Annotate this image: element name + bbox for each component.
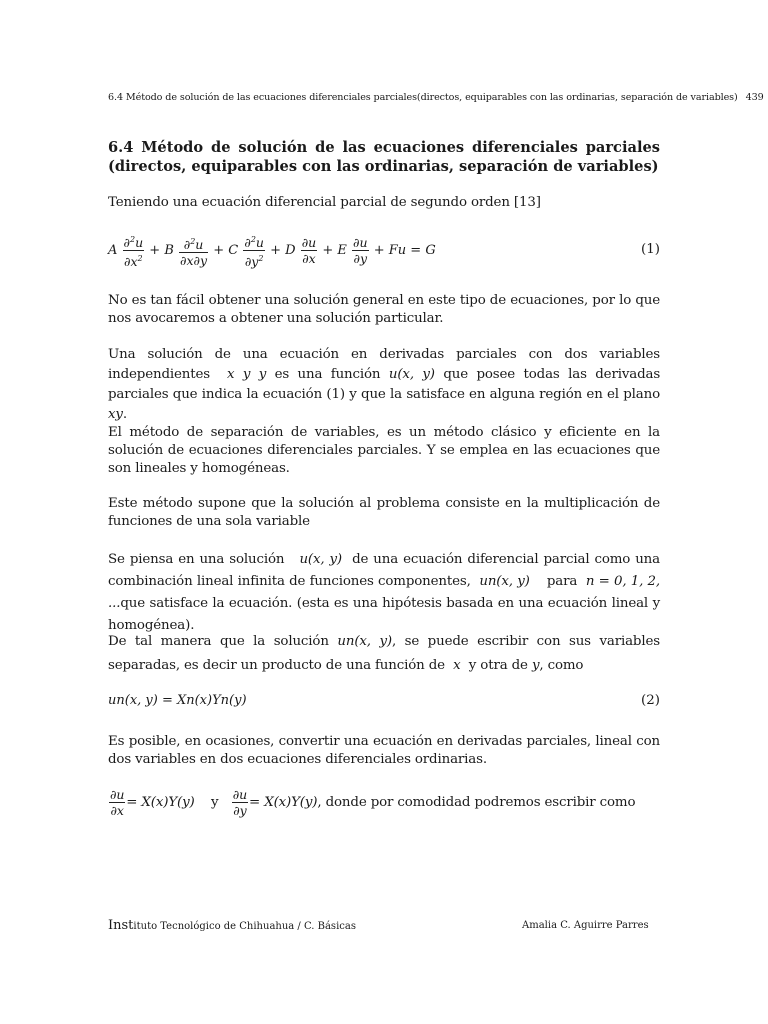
paragraph-separation-method: El método de separación de variables, es un método clásico y eficiente en la solución de ecuaciones diferenciales parciales. Y se emplea en las ecuaciones que son lineales y homogéneas. <box>108 425 660 476</box>
section-title: 6.4 Método de solución de las ecuaciones diferenciales parciales (directos, equiparables con las ordinarias, separación de variables) <box>108 139 660 175</box>
page-number: 439 <box>745 92 764 103</box>
equation-1: A $\frac{\partial^2u}{\partial x^2}$ + B $\frac{\partial^2u}{\partial x\partial y}$ + C $\frac{\partial^2u}{\partial y^2}$ + D $\frac{\partial u}{\partial x}$ + E $\frac{\partial u}{\partial y}$ + Fu = G (1) <box>108 232 660 272</box>
equation-2-lhs: un(x, y) = Xn(x)Yn(y) <box>108 693 247 708</box>
running-header <box>108 92 764 103</box>
equation-3-line: $\frac{\partial u}{\partial x}$ = X(x)Y(y) y $\frac{\partial u}{\partial y}$ = X(x)Y(y), donde por comodidad podremos escribir como <box>110 787 636 818</box>
equation-1-number: (1) <box>641 242 660 257</box>
paragraph-solution-definition: Una solución de una ecuación en derivadas parciales con dos variables independientes x y y es una función u(x, y) que posee todas las derivadas parciales que indica la ecuación (1) y que la satisface en alguna región en el plano xy. <box>108 347 661 422</box>
paragraph-separated-variables: De tal manera que la solución un(x, y), se puede escribir con sus variables separadas, es decir un producto de una función de x y otra de y, como <box>108 634 660 673</box>
running-header-text: 6.4 Método de solución de las ecuaciones diferenciales parciales(directos, equiparables con las ordinarias, separación de variables) <box>108 92 738 103</box>
paragraph-intro: Teniendo una ecuación diferencial parcial de segundo orden [13] <box>108 195 541 210</box>
paragraph-ode-conversion: Es posible, en ocasiones, convertir una ecuación en derivadas parciales, lineal con dos variables en dos ecuaciones diferenciales ordinarias. <box>108 734 660 767</box>
paragraph-linear-combination: Se piensa en una solución u(x, y) de una ecuación diferencial parcial como una combinación lineal infinita de funciones componentes, un(x, y) para n = 0, 1, 2, ...que satisface la ecuación. (esta es una hipótesis basada en una ecuación lineal y homogénea). <box>108 552 661 633</box>
paragraph-method-assumption: Este método supone que la solución al problema consiste en la multiplicación de funciones de una sola variable <box>108 496 660 529</box>
equation-2-number: (2) <box>641 693 660 708</box>
paragraph-general-solution: No es tan fácil obtener una solución general en este tipo de ecuaciones, por lo que nos avocaremos a obtener una solución particular. <box>108 293 660 326</box>
equation-2 <box>108 693 660 713</box>
footer-author: Amalia C. Aguirre Parres <box>522 920 649 931</box>
footer-institution: Instituto Tecnológico de Chihuahua / C. Básicas <box>108 918 356 933</box>
